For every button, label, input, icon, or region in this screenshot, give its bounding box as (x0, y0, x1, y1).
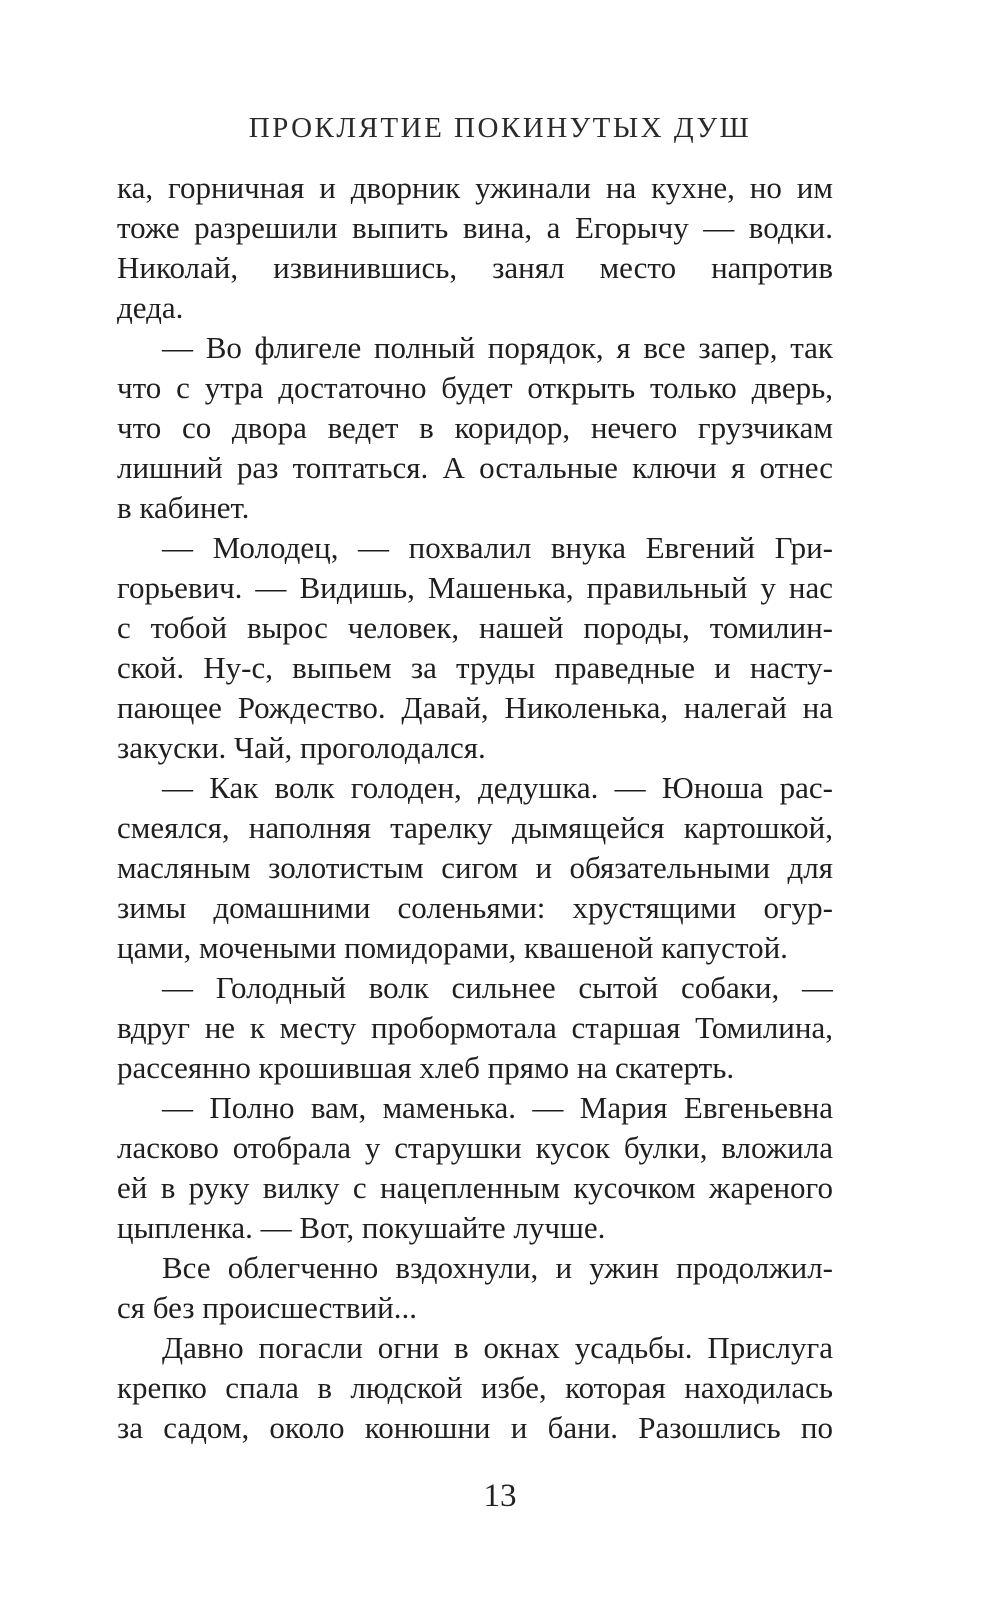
text-line: — Полно вам, маменька. — Мария Евгеньевна (162, 1090, 833, 1125)
text-line: ской. Ну-с, выпьем за труды праведные и насту- (117, 650, 833, 685)
text-line: деда. (117, 290, 184, 325)
text-line: Николай, извинившись, занял место напротив (117, 250, 833, 285)
text-line: ка, горничная и дворник ужинали на кухне, но им (117, 170, 833, 205)
text-line: — Молодец, — похвалил внука Евгений Гри- (162, 530, 833, 565)
body-text (117, 168, 833, 1448)
text-line: масляным золотистым сигом и обязательными для (117, 850, 833, 885)
text-line: ей в руку вилку с нацепленным кусочком жареного (117, 1170, 833, 1205)
text-line: закуски. Чай, проголодался. (117, 730, 486, 765)
text-line: в кабинет. (117, 490, 250, 525)
running-head: ПРОКЛЯТИЕ ПОКИНУТЫХ ДУШ (248, 112, 752, 144)
text-line: ся без происшествий... (117, 1290, 417, 1325)
text-line: что со двора ведет в коридор, нечего грузчикам (117, 410, 833, 445)
text-line: что с утра достаточно будет открыть только дверь, (117, 370, 833, 405)
text-line: рассеянно крошившая хлеб прямо на скатерть. (117, 1050, 735, 1085)
text-line: зимы домашними соленьями: хрустящими огур- (117, 890, 833, 925)
text-line: — Как волк голоден, дедушка. — Юноша рас- (162, 770, 833, 805)
text-line: горьевич. — Видишь, Машенька, правильный у нас (117, 570, 833, 605)
text-line: цыпленка. — Вот, покушайте лучше. (117, 1210, 606, 1245)
text-line: цами, мочеными помидорами, квашеной капустой. (117, 930, 788, 965)
text-line: Давно погасли огни в окнах усадьбы. Прислуга (162, 1330, 833, 1365)
text-line: с тобой вырос человек, нашей породы, томилин- (117, 610, 833, 645)
text-line: тоже разрешили выпить вина, а Егорычу — водки. (117, 210, 833, 245)
text-line: смеялся, наполняя тарелку дымящейся картошкой, (117, 810, 833, 845)
text-line: крепко спала в людской избе, которая находилась (117, 1370, 833, 1405)
text-line: ласково отобрала у старушки кусок булки, вложила (117, 1130, 833, 1165)
page-number: 13 (483, 1478, 517, 1514)
text-line: Все облегченно вздохнули, и ужин продолжил- (162, 1250, 833, 1285)
text-line: вдруг не к месту пробормотала старшая Томилина, (117, 1010, 833, 1045)
text-line: за садом, около конюшни и бани. Разошлись по (117, 1410, 833, 1445)
text-line: — Голодный волк сильнее сытой собаки, — (162, 970, 833, 1005)
text-line: пающее Рождество. Давай, Николенька, налегай на (117, 690, 833, 725)
text-line: — Во флигеле полный порядок, я все запер, так (162, 330, 833, 365)
text-line: лишний раз топтаться. А остальные ключи я отнес (117, 450, 833, 485)
